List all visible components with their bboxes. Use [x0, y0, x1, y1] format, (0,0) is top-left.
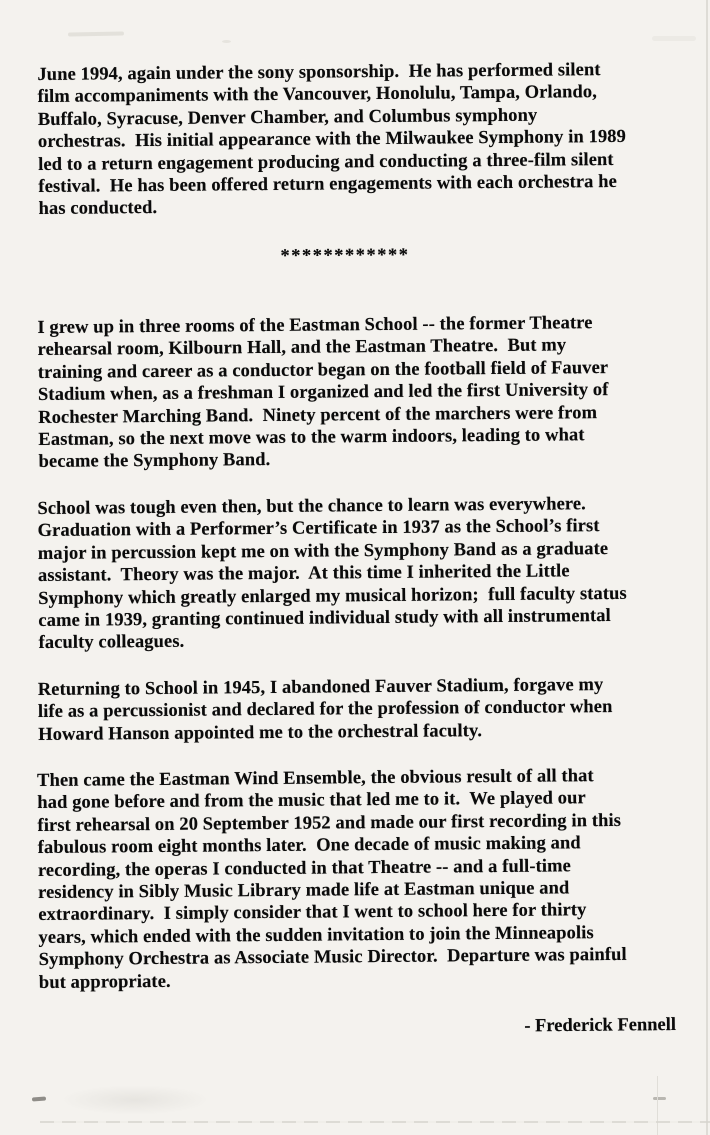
scan-smudge-top-left: [68, 32, 124, 37]
signature-frederick-fennell: - Frederick Fennell: [524, 1015, 677, 1037]
scan-smudge-top-right: [652, 36, 696, 41]
paragraph-eastman-wind-ensemble: Then came the Eastman Wind Ensemble, the obvious result of all that had gone before and from the music that led me to it. We played our first rehearsal on 20 September 1952 and made our first recording in this fabulous room eight months later. One decade of music making and recording, the operas I conducted in that Theatre -- and a full-time residency in Sibly Music Library made life at Eastman unique and extraordinary. I simply consider that I went to school here for thirty years, which ended with the sudden invitation to join the Minneapolis Symphony Orchestra as Associate Music Director. Departure was painful but appropriate.: [37, 766, 627, 993]
scan-page-edge-line: [706, 0, 708, 1135]
asterisk-divider: ************: [280, 245, 410, 267]
scan-dash-bottom-right: [653, 1097, 666, 1100]
paragraph-biography-continuation: June 1994, again under the sony sponsorship. He has performed silent film accompaniments with the Vancouver, Honolulu, Tampa, Orlando, Buffalo, Syracuse, Denver Chamber, and Columbus symphony orchestras. His initial appearance with the Milwaukee Symphony in 1989 led to a return engagement producing and conducting a three-film silent festival. He has been offered return engagements with each orchestra he has conducted.: [37, 60, 627, 220]
paragraph-returning-1945: Returning to School in 1945, I abandoned Fauver Stadium, forgave my life as a percussionist and declared for the profession of conductor when Howard Hanson appointed me to the orchestral faculty.: [37, 675, 613, 745]
document-text-block: [37, 60, 678, 1037]
scan-speck-top: [222, 40, 231, 43]
paragraph-school-was-tough: School was tough even then, but the chance to learn was everywhere. Graduation with a Performer’s Certificate in 1937 as the School’s first major in percussion kept me on with the Symphony Band as a graduate assistant. Theory was the major. At this time I inherited the Little Symphony which greatly enlarged my musical horizon; full faculty status came in 1939, granting continued individual study with all instrumental faculty colleagues.: [37, 494, 627, 654]
scan-mottle-bottom-left: [60, 1085, 210, 1115]
paragraph-grew-up-eastman: I grew up in three rooms of the Eastman School -- the former Theatre rehearsal room, Kilbourn Hall, and the Eastman Theatre. But my training and career as a conductor began on the football field of Fauver Stadium when, as a freshman I organized and led the first University of Rochester Marching Band. Ninety percent of the marchers were from Eastman, so the next move was to the warm indoors, leading to what became the Symphony Band.: [37, 313, 609, 473]
scan-line-bottom-right: [657, 1076, 658, 1135]
scan-dash-bottom-left: [32, 1097, 46, 1102]
scan-line-bottom: [40, 1121, 710, 1123]
